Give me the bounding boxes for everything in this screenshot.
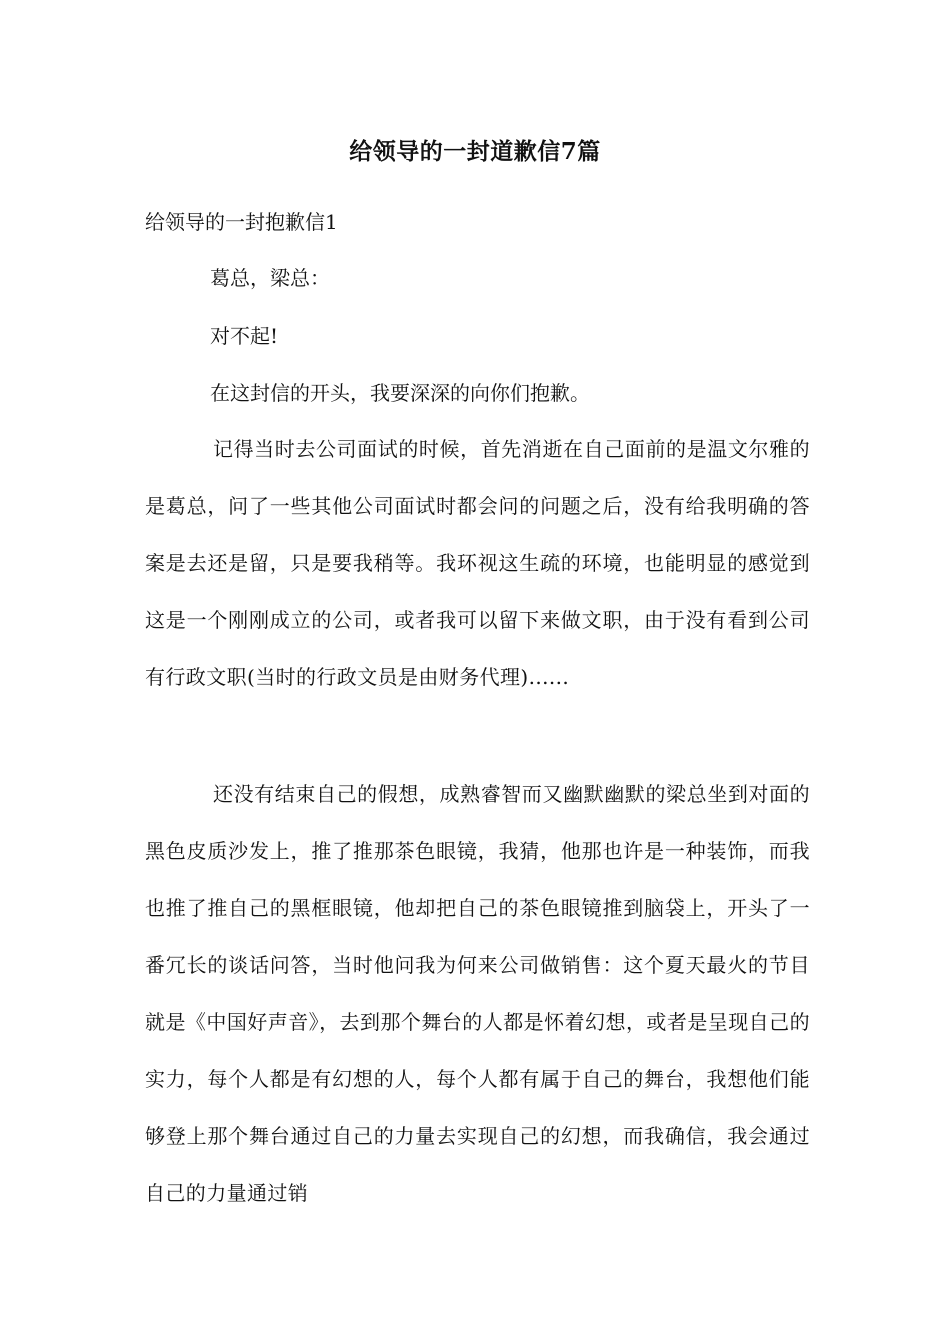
opening-line: 对不起! [210, 324, 279, 348]
document-title: 给领导的一封道歉信7篇 [349, 138, 601, 165]
section-heading: 给领导的一封抱歉信1 [145, 210, 338, 234]
salutation: 葛总，梁总： [210, 266, 330, 290]
body-paragraph-2: 还没有结束自己的假想，成熟睿智而又幽默幽默的梁总坐到对面的黑色皮质沙发上，推了推那茶色眼镜，我猜，他那也许是一种装饰，而我也推了推自己的黑框眼镜，他却把自己的茶色眼镜推到脑袋上，开头了一番冗长的谈话问答，当时他问我为何来公司做销售：这个夏天最火的节目就是《中国好声音》，去到那个舞台的人都是怀着幻想，或者是呈现自己的实力，每个人都是有幻想的人，每个人都有属于自己的舞台，我想他们能够登上那个舞台通过自己的力量去实现自己的幻想，而我确信，我会通过自己的力量通过销 [145, 782, 810, 1205]
intro-line: 在这封信的开头，我要深深的向你们抱歉。 [210, 381, 590, 405]
body-paragraph-1: 记得当时去公司面试的时候，首先消逝在自己面前的是温文尔雅的是葛总，问了一些其他公司面试时都会问的问题之后，没有给我明确的答案是去还是留，只是要我稍等。我环视这生疏的环境，也能明显的感觉到这是一个刚刚成立的公司，或者我可以留下来做文职，由于没有看到公司有行政文职(当时的行政文员是由财务代理)...... [145, 437, 810, 689]
